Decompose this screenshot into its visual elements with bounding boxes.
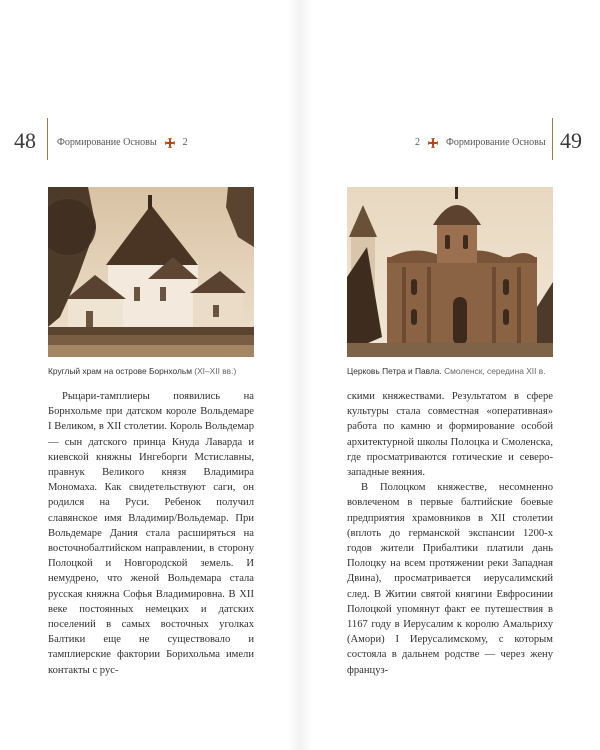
right-page-number: 49 bbox=[560, 128, 582, 153]
right-header-rule bbox=[552, 118, 553, 160]
peter-paul-church-photo bbox=[347, 187, 553, 357]
left-body-text bbox=[48, 389, 254, 678]
left-running-title: Формирование Основы bbox=[57, 137, 157, 148]
templar-cross-icon bbox=[165, 138, 175, 148]
templar-cross-icon bbox=[428, 138, 438, 148]
book-gutter bbox=[288, 0, 312, 750]
left-running-header bbox=[57, 137, 188, 148]
right-running-header bbox=[415, 137, 546, 148]
left-caption-note: (XI–XII вв.) bbox=[194, 366, 237, 376]
left-header-rule bbox=[47, 118, 48, 160]
right-figure-caption bbox=[347, 366, 546, 376]
round-church-photo bbox=[48, 187, 254, 357]
paragraph: скими княжествами. Результатом в сфере культуры стала совместная «оперативная» работа по камню и формирование особой архитектурной школы Полоцка и Смоленска, где просматриваются готические и северо-западные веяния. bbox=[347, 391, 553, 479]
right-chapter-number: 2 bbox=[415, 137, 420, 148]
left-page-number: 48 bbox=[14, 128, 36, 153]
paragraph: В Полоцком княжестве, несомненно вовлеченом в первые балтийские боевые предприятия храмовников в XII столетии (вплоть до германской экспансии 1200-х годов жители Прибалтики платили дань Полоцку на всем протяжении реки Западная Двина), просматривается иерусалимский след. В Житии святой княгини Евфросинии Полоцкой упомянут факт ее путешествия в 1167 году в Иерусалим к королю Амальриху (Амори) I Иерусалимскому, с которым состояла в дальнем родстве — через жену француз- bbox=[347, 482, 553, 676]
right-body-text bbox=[347, 389, 553, 678]
paragraph: Рыцари-тамплиеры появились на Борнхольме при датском короле Вольдемаре I Великом, в XII столетии. Король Вольдемар — сын датского принца Кнуда Лаварда и киевской княжны Ингеборги Мстиславны, правнук Великого князя Владимира Мономаха. Как свидетельствуют саги, он родился на Руси. Ребенок получил славянское имя Владимир/Вольдемар. При Вольдемаре Дания стала расширяться на восточнобалтийском направлении, в сторону Полоцкой и Новгородской земель. И немудрено, что женой Вольдемара стала русская княжна Софья Владимировна. В XII веке постоянных немецких и датских поселений в самых восточных уголках Балтики еще не существовало и тамплиерские фактории Борихольма имели контакты с рус- bbox=[48, 391, 254, 676]
right-caption-note: Смоленск, середина XII в. bbox=[444, 366, 546, 376]
left-figure-caption bbox=[48, 366, 236, 376]
right-running-title: Формирование Основы bbox=[446, 137, 546, 148]
left-chapter-number: 2 bbox=[182, 137, 188, 148]
right-caption-title: Церковь Петра и Павла. bbox=[347, 366, 442, 376]
left-caption-title: Круглый храм на острове Борнхольм bbox=[48, 366, 192, 376]
